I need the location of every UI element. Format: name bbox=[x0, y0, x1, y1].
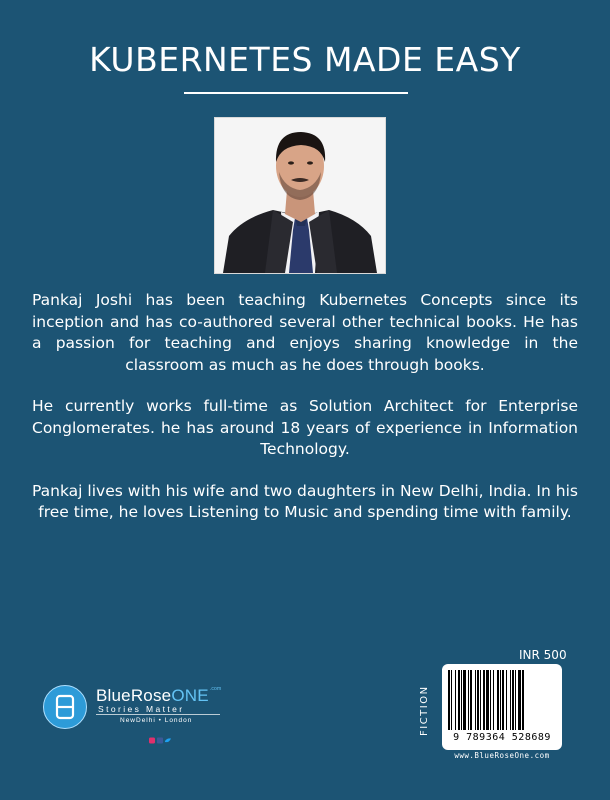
author-bio bbox=[32, 290, 578, 544]
barcode-bar bbox=[522, 670, 524, 730]
barcode-bar bbox=[497, 670, 499, 730]
barcode-bar bbox=[455, 670, 456, 730]
brand-sup: .com bbox=[209, 686, 222, 692]
barcode-bar bbox=[512, 670, 514, 730]
publisher-website: www.BlueRoseOne.com bbox=[454, 751, 550, 760]
bio-paragraph: He currently works full-time as Solution Architect for Enterprise Conglomerates. he has around 18 years of experience in Information Technology. bbox=[32, 397, 578, 458]
barcode-bar bbox=[515, 670, 516, 730]
barcode-bar bbox=[502, 670, 504, 730]
barcode-bar bbox=[448, 670, 450, 730]
twitter-icon bbox=[165, 738, 171, 742]
barcode-bar bbox=[475, 670, 476, 730]
title-divider bbox=[184, 92, 408, 94]
bio-paragraph: Pankaj lives with his wife and two daughters in New Delhi, India. In his free time, he loves Listening to Music and spending time with family. bbox=[32, 481, 578, 521]
isbn-barcode bbox=[442, 664, 562, 750]
price-label: INR 500 bbox=[519, 648, 567, 662]
book-title: KUBERNETES MADE EASY bbox=[89, 40, 521, 79]
barcode-bar bbox=[451, 670, 452, 730]
publisher-divider bbox=[96, 714, 220, 715]
barcode-bar bbox=[458, 670, 460, 730]
author-photo bbox=[214, 117, 386, 274]
barcode-icon bbox=[442, 664, 562, 734]
bio-paragraph: Pankaj Joshi has been teaching Kubernetes Concepts since its inception and has co-authored several other technical books. He has a passion for teaching and enjoys sharing knowledge in the classroom as much as he does through books. bbox=[32, 291, 578, 374]
instagram-icon bbox=[149, 738, 155, 744]
barcode-bar bbox=[483, 670, 485, 730]
barcode-bar bbox=[490, 670, 491, 730]
barcode-bar bbox=[480, 670, 481, 730]
barcode-bar bbox=[463, 670, 466, 730]
barcode-bar bbox=[493, 670, 494, 730]
barcode-bar bbox=[510, 670, 511, 730]
facebook-icon bbox=[157, 738, 163, 744]
publisher-tagline: Stories Matter bbox=[98, 704, 185, 714]
genre-label: FICTION bbox=[419, 685, 430, 736]
barcode-bar bbox=[500, 670, 501, 730]
publisher-brand bbox=[96, 686, 221, 706]
barcode-bar bbox=[486, 670, 489, 730]
social-icons bbox=[149, 730, 171, 738]
author-portrait-icon bbox=[215, 118, 385, 273]
barcode-bar bbox=[506, 670, 507, 730]
isbn-number: 9 789364 528689 bbox=[453, 732, 551, 743]
barcode-bar bbox=[470, 670, 472, 730]
barcode-bar bbox=[461, 670, 462, 730]
publisher-logo-icon bbox=[43, 685, 87, 729]
barcode-bar bbox=[468, 670, 469, 730]
publisher-cities: NewDelhi • London bbox=[120, 717, 193, 724]
barcode-bar bbox=[518, 670, 521, 730]
barcode-bar bbox=[477, 670, 479, 730]
brand-main: BlueRose bbox=[96, 686, 172, 705]
brand-accent: ONE bbox=[171, 686, 209, 705]
